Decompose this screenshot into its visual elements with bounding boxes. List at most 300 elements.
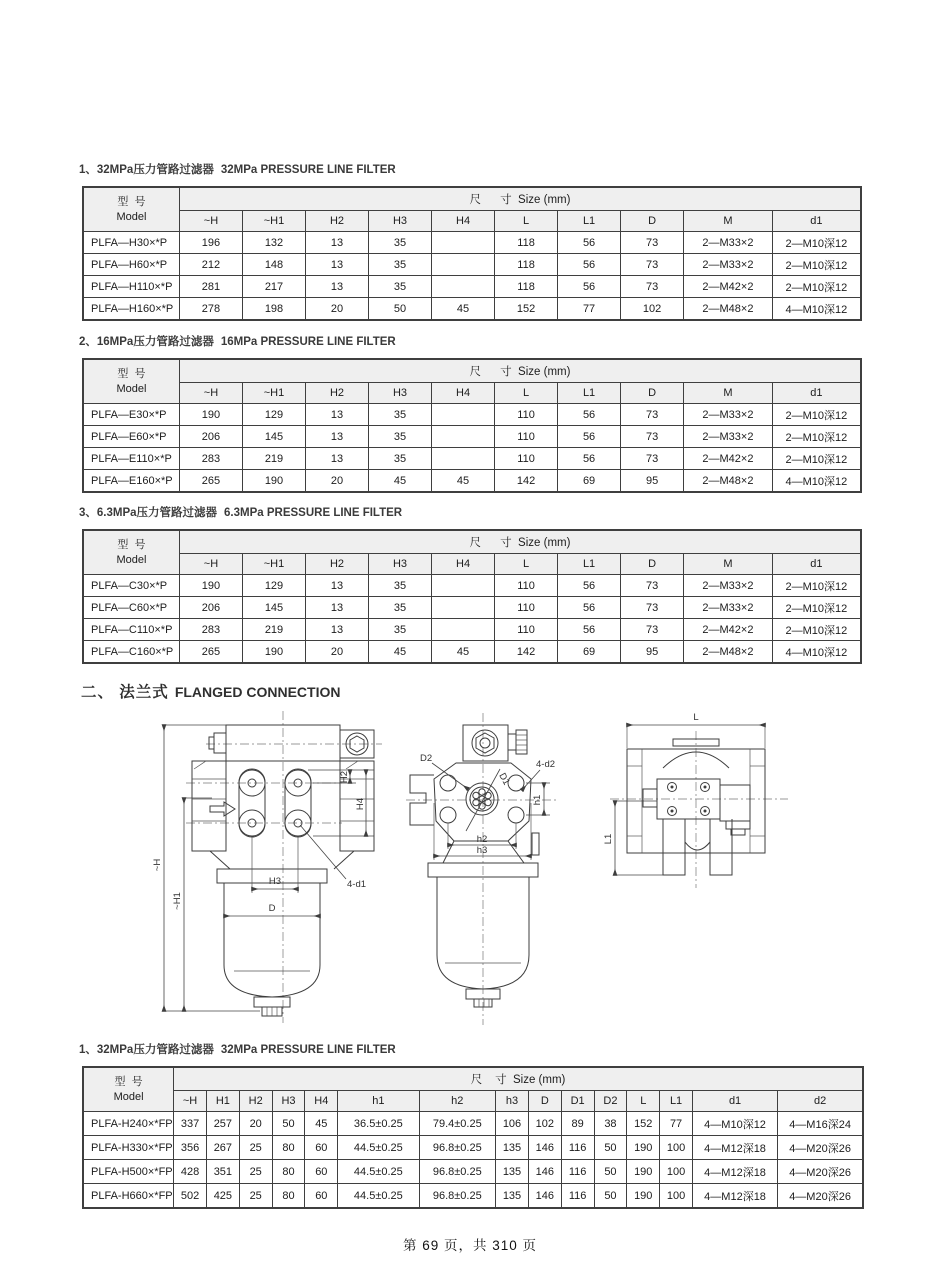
value-cell: 73 — [621, 404, 684, 426]
model-cell: PLFA—C160×*P — [83, 641, 179, 664]
column-header-cell: D — [621, 554, 684, 575]
column-header-cell: H2 — [306, 211, 369, 232]
value-cell: 212 — [179, 254, 242, 276]
value-cell: 35 — [369, 404, 432, 426]
section-flanged-cn: 二、 法兰式 — [81, 684, 169, 701]
value-cell: 73 — [621, 232, 684, 254]
column-header-cell: H4 — [432, 211, 495, 232]
value-cell: 2—M10深12 — [772, 448, 861, 470]
value-cell: 35 — [369, 448, 432, 470]
value-cell: 13 — [306, 404, 369, 426]
model-header-en: Model — [116, 210, 147, 223]
value-cell: 100 — [660, 1184, 693, 1209]
value-cell: 152 — [627, 1112, 660, 1136]
model-cell: PLFA—E160×*P — [83, 470, 179, 493]
model-cell: PLFA—E60×*P — [83, 426, 179, 448]
table-row — [83, 448, 861, 470]
model-header-cell — [83, 187, 179, 232]
model-cell: PLFA-H660×*FP — [83, 1184, 174, 1209]
value-cell: 116 — [561, 1184, 594, 1209]
value-cell: 13 — [306, 232, 369, 254]
value-cell: 13 — [306, 254, 369, 276]
value-cell: 45 — [369, 470, 432, 493]
dimension-table-63mpa — [82, 529, 862, 664]
table1-title-en: 32MPa PRESSURE LINE FILTER — [220, 164, 396, 176]
table-row — [83, 641, 861, 664]
value-cell — [432, 232, 495, 254]
size-header-cell: 尺 寸 Size (mm) — [174, 1067, 863, 1091]
value-cell: 2—M48×2 — [684, 298, 773, 321]
value-cell: 95 — [621, 470, 684, 493]
value-cell: 4—M20深26 — [778, 1184, 863, 1209]
value-cell: 45 — [432, 641, 495, 664]
value-cell: 50 — [369, 298, 432, 321]
model-cell: PLFA—E110×*P — [83, 448, 179, 470]
value-cell — [432, 404, 495, 426]
column-header-cell: M — [684, 554, 773, 575]
column-header-cell: ~H1 — [242, 383, 305, 404]
value-cell: 25 — [239, 1160, 272, 1184]
column-header-cell: L1 — [660, 1091, 693, 1112]
technical-drawings — [150, 703, 810, 1038]
value-cell: 356 — [174, 1136, 207, 1160]
column-header-cell: L1 — [558, 211, 621, 232]
model-cell: PLFA—H60×*P — [83, 254, 179, 276]
value-cell — [432, 426, 495, 448]
column-header-cell: d2 — [778, 1091, 863, 1112]
value-cell: 60 — [305, 1160, 338, 1184]
value-cell: 77 — [660, 1112, 693, 1136]
value-cell: 50 — [594, 1136, 627, 1160]
value-cell: 2—M10深12 — [772, 232, 861, 254]
column-header-cell: ~H — [174, 1091, 207, 1112]
model-header-cn: 型 号 — [117, 368, 146, 381]
value-cell: 45 — [432, 298, 495, 321]
value-cell: 110 — [495, 575, 558, 597]
value-cell: 89 — [561, 1112, 594, 1136]
column-header-cell: d1 — [772, 554, 861, 575]
dimension-table-16mpa — [82, 358, 862, 493]
model-header-cell — [83, 530, 179, 575]
dim-label-l: L — [693, 712, 699, 723]
value-cell: 73 — [621, 276, 684, 298]
dim-label-4d1: 4-d1 — [347, 879, 367, 890]
value-cell: 2—M33×2 — [684, 232, 773, 254]
value-cell: 20 — [239, 1112, 272, 1136]
value-cell: 190 — [179, 575, 242, 597]
value-cell: 35 — [369, 276, 432, 298]
value-cell: 35 — [369, 426, 432, 448]
value-cell: 4—M10深12 — [772, 470, 861, 493]
column-header-cell: d1 — [772, 211, 861, 232]
value-cell: 45 — [305, 1112, 338, 1136]
value-cell: 35 — [369, 619, 432, 641]
dimension-table-32mpa — [82, 186, 862, 321]
model-header-cn: 型 号 — [117, 196, 146, 209]
model-cell: PLFA—H30×*P — [83, 232, 179, 254]
value-cell: 4—M10深12 — [692, 1112, 777, 1136]
value-cell: 13 — [306, 619, 369, 641]
value-cell: 265 — [179, 641, 242, 664]
value-cell: 13 — [306, 276, 369, 298]
value-cell: 135 — [496, 1136, 529, 1160]
value-cell: 56 — [558, 575, 621, 597]
value-cell: 100 — [660, 1160, 693, 1184]
value-cell: 129 — [242, 404, 305, 426]
column-header-cell: D — [528, 1091, 561, 1112]
model-header-en: Model — [116, 382, 147, 395]
value-cell: 73 — [621, 597, 684, 619]
value-cell: 110 — [495, 426, 558, 448]
table-subheader-row — [83, 1091, 863, 1112]
value-cell: 20 — [306, 641, 369, 664]
value-cell: 116 — [561, 1160, 594, 1184]
column-header-cell: H4 — [432, 554, 495, 575]
value-cell: 2—M33×2 — [684, 597, 773, 619]
value-cell: 4—M16深24 — [778, 1112, 863, 1136]
table-subheader-row — [83, 383, 861, 404]
table2-title-en: 16MPa PRESSURE LINE FILTER — [220, 336, 396, 348]
value-cell: 45 — [432, 470, 495, 493]
table-row — [83, 232, 861, 254]
value-cell: 2—M33×2 — [684, 575, 773, 597]
value-cell: 73 — [621, 254, 684, 276]
value-cell: 100 — [660, 1136, 693, 1160]
table-row — [83, 426, 861, 448]
value-cell: 502 — [174, 1184, 207, 1209]
value-cell: 4—M12深18 — [692, 1160, 777, 1184]
value-cell: 56 — [558, 619, 621, 641]
value-cell: 219 — [242, 448, 305, 470]
column-header-cell: H3 — [369, 383, 432, 404]
model-header-cell — [83, 1067, 174, 1112]
value-cell: 2—M42×2 — [684, 276, 773, 298]
table-row — [83, 1184, 863, 1209]
size-header-cell: 尺 寸 Size (mm) — [179, 530, 861, 554]
filter-side-view-drawing — [150, 703, 400, 1033]
table1-title — [79, 161, 396, 177]
column-header-cell: L — [627, 1091, 660, 1112]
table-subheader-row — [83, 554, 861, 575]
column-header-cell: H4 — [432, 383, 495, 404]
model-cell: PLFA—H160×*P — [83, 298, 179, 321]
value-cell: 190 — [242, 641, 305, 664]
table-header-row — [83, 359, 861, 383]
table4-title-cn: 1、32MPa压力管路过滤器 — [79, 1044, 214, 1056]
model-cell: PLFA—H110×*P — [83, 276, 179, 298]
value-cell: 190 — [627, 1160, 660, 1184]
value-cell: 77 — [558, 298, 621, 321]
column-header-cell: h2 — [419, 1091, 496, 1112]
value-cell — [432, 575, 495, 597]
column-header-cell: M — [684, 383, 773, 404]
value-cell: 36.5±0.25 — [338, 1112, 419, 1136]
value-cell: 281 — [179, 276, 242, 298]
column-header-cell: L1 — [558, 554, 621, 575]
column-header-cell: D — [621, 383, 684, 404]
value-cell: 217 — [242, 276, 305, 298]
value-cell: 2—M33×2 — [684, 404, 773, 426]
table-row — [83, 1112, 863, 1136]
dim-label-d1: D1 — [496, 771, 512, 788]
table-row — [83, 619, 861, 641]
dimension-table-32mpa-flanged — [82, 1066, 864, 1209]
value-cell: 25 — [239, 1184, 272, 1209]
section-flanged-heading — [81, 680, 340, 702]
value-cell: 44.5±0.25 — [338, 1184, 419, 1209]
column-header-cell: ~H — [179, 211, 242, 232]
column-header-cell: h3 — [496, 1091, 529, 1112]
value-cell: 198 — [242, 298, 305, 321]
value-cell: 20 — [306, 470, 369, 493]
model-header-cn: 型 号 — [114, 1076, 143, 1089]
table4-title-en: 32MPa PRESSURE LINE FILTER — [220, 1044, 396, 1056]
value-cell: 2—M33×2 — [684, 426, 773, 448]
value-cell: 283 — [179, 619, 242, 641]
value-cell: 2—M10深12 — [772, 597, 861, 619]
value-cell: 106 — [496, 1112, 529, 1136]
value-cell: 56 — [558, 404, 621, 426]
section-flanged-en: FLANGED CONNECTION — [174, 684, 341, 700]
flow-arrow-icon — [210, 802, 235, 816]
value-cell: 2—M48×2 — [684, 470, 773, 493]
value-cell: 145 — [242, 426, 305, 448]
value-cell: 110 — [495, 619, 558, 641]
value-cell: 13 — [306, 597, 369, 619]
value-cell — [432, 448, 495, 470]
value-cell: 96.8±0.25 — [419, 1136, 496, 1160]
value-cell: 73 — [621, 619, 684, 641]
value-cell: 69 — [558, 641, 621, 664]
value-cell: 135 — [496, 1160, 529, 1184]
column-header-cell: H3 — [369, 211, 432, 232]
value-cell: 118 — [495, 232, 558, 254]
value-cell: 25 — [239, 1136, 272, 1160]
column-header-cell: d1 — [692, 1091, 777, 1112]
value-cell: 118 — [495, 276, 558, 298]
dim-label-h2-front: h2 — [476, 834, 488, 845]
value-cell: 102 — [621, 298, 684, 321]
value-cell — [432, 619, 495, 641]
value-cell: 35 — [369, 597, 432, 619]
value-cell: 44.5±0.25 — [338, 1160, 419, 1184]
column-header-cell: L — [495, 211, 558, 232]
column-header-cell: ~H — [179, 383, 242, 404]
value-cell: 35 — [369, 254, 432, 276]
table2-title-cn: 2、16MPa压力管路过滤器 — [79, 336, 214, 348]
value-cell: 56 — [558, 597, 621, 619]
table-row — [83, 575, 861, 597]
model-cell: PLFA—C110×*P — [83, 619, 179, 641]
value-cell: 190 — [627, 1184, 660, 1209]
value-cell: 80 — [272, 1184, 305, 1209]
value-cell: 56 — [558, 232, 621, 254]
table-header-row — [83, 530, 861, 554]
dim-label-h2: H2 — [339, 770, 350, 784]
table3-title-en: 6.3MPa PRESSURE LINE FILTER — [224, 507, 403, 519]
dim-label-h3: H3 — [268, 876, 282, 887]
value-cell: 73 — [621, 448, 684, 470]
column-header-cell: L1 — [558, 383, 621, 404]
table-row — [83, 254, 861, 276]
value-cell: 146 — [528, 1160, 561, 1184]
model-cell: PLFA—C30×*P — [83, 575, 179, 597]
table-row — [83, 1136, 863, 1160]
value-cell: 4—M20深26 — [778, 1136, 863, 1160]
table-row — [83, 597, 861, 619]
model-cell: PLFA-H330×*FP — [83, 1136, 174, 1160]
value-cell: 2—M10深12 — [772, 254, 861, 276]
value-cell: 196 — [179, 232, 242, 254]
value-cell: 79.4±0.25 — [419, 1112, 496, 1136]
value-cell: 118 — [495, 254, 558, 276]
value-cell: 38 — [594, 1112, 627, 1136]
value-cell: 13 — [306, 448, 369, 470]
value-cell: 45 — [369, 641, 432, 664]
value-cell: 50 — [272, 1112, 305, 1136]
model-header-en: Model — [116, 553, 147, 566]
value-cell: 96.8±0.25 — [419, 1160, 496, 1184]
value-cell: 337 — [174, 1112, 207, 1136]
value-cell: 73 — [621, 575, 684, 597]
value-cell: 50 — [594, 1160, 627, 1184]
value-cell: 4—M20深26 — [778, 1160, 863, 1184]
value-cell: 110 — [495, 448, 558, 470]
value-cell: 80 — [272, 1160, 305, 1184]
column-header-cell: H1 — [206, 1091, 239, 1112]
value-cell: 425 — [206, 1184, 239, 1209]
table-row — [83, 470, 861, 493]
dim-label-h1: ~H1 — [172, 892, 183, 910]
value-cell: 351 — [206, 1160, 239, 1184]
table4-title — [79, 1041, 396, 1057]
column-header-cell: L — [495, 383, 558, 404]
value-cell: 190 — [627, 1136, 660, 1160]
value-cell: 110 — [495, 404, 558, 426]
value-cell — [432, 276, 495, 298]
value-cell: 146 — [528, 1136, 561, 1160]
size-header-cell: 尺 寸 Size (mm) — [179, 359, 861, 383]
dim-label-d2: D2 — [420, 753, 433, 764]
column-header-cell: D — [621, 211, 684, 232]
column-header-cell: H2 — [239, 1091, 272, 1112]
value-cell: 219 — [242, 619, 305, 641]
table-row — [83, 298, 861, 321]
value-cell: 2—M10深12 — [772, 426, 861, 448]
model-header-cell — [83, 359, 179, 404]
value-cell: 129 — [242, 575, 305, 597]
value-cell: 56 — [558, 426, 621, 448]
value-cell: 35 — [369, 232, 432, 254]
value-cell: 278 — [179, 298, 242, 321]
value-cell: 135 — [496, 1184, 529, 1209]
column-header-cell: H4 — [305, 1091, 338, 1112]
column-header-cell: D2 — [594, 1091, 627, 1112]
column-header-cell: d1 — [772, 383, 861, 404]
value-cell — [432, 597, 495, 619]
value-cell: 44.5±0.25 — [338, 1136, 419, 1160]
value-cell: 60 — [305, 1184, 338, 1209]
model-cell: PLFA-H240×*FP — [83, 1112, 174, 1136]
value-cell: 13 — [306, 426, 369, 448]
value-cell: 148 — [242, 254, 305, 276]
value-cell: 428 — [174, 1160, 207, 1184]
column-header-cell: ~H — [179, 554, 242, 575]
table-row — [83, 404, 861, 426]
value-cell: 146 — [528, 1184, 561, 1209]
value-cell: 2—M42×2 — [684, 448, 773, 470]
value-cell: 60 — [305, 1136, 338, 1160]
column-header-cell: ~H1 — [242, 554, 305, 575]
model-header-en: Model — [113, 1090, 144, 1103]
value-cell: 283 — [179, 448, 242, 470]
dim-label-d: D — [268, 903, 276, 914]
value-cell: 80 — [272, 1136, 305, 1160]
table-row — [83, 276, 861, 298]
column-header-cell: ~H1 — [242, 211, 305, 232]
value-cell: 4—M12深18 — [692, 1136, 777, 1160]
dim-label-h3-front: h3 — [476, 845, 488, 856]
value-cell: 56 — [558, 448, 621, 470]
value-cell: 4—M12深18 — [692, 1184, 777, 1209]
table3-title-cn: 3、6.3MPa压力管路过滤器 — [79, 507, 218, 519]
value-cell: 110 — [495, 597, 558, 619]
value-cell: 73 — [621, 426, 684, 448]
model-cell: PLFA—E30×*P — [83, 404, 179, 426]
value-cell — [432, 254, 495, 276]
value-cell: 2—M10深12 — [772, 276, 861, 298]
table1-title-cn: 1、32MPa压力管路过滤器 — [79, 164, 214, 176]
value-cell: 206 — [179, 426, 242, 448]
column-header-cell: D1 — [561, 1091, 594, 1112]
value-cell: 152 — [495, 298, 558, 321]
value-cell: 190 — [179, 404, 242, 426]
dim-label-l1: L1 — [603, 833, 614, 845]
value-cell: 102 — [528, 1112, 561, 1136]
filter-top-view-drawing — [598, 706, 798, 906]
column-header-cell: L — [495, 554, 558, 575]
value-cell: 145 — [242, 597, 305, 619]
value-cell: 267 — [206, 1136, 239, 1160]
value-cell: 4—M10深12 — [772, 641, 861, 664]
value-cell: 257 — [206, 1112, 239, 1136]
value-cell: 56 — [558, 254, 621, 276]
value-cell: 116 — [561, 1136, 594, 1160]
table-subheader-row — [83, 211, 861, 232]
dim-label-4d2: 4-d2 — [536, 759, 556, 770]
value-cell: 56 — [558, 276, 621, 298]
value-cell: 142 — [495, 641, 558, 664]
value-cell: 206 — [179, 597, 242, 619]
value-cell: 142 — [495, 470, 558, 493]
value-cell: 2—M33×2 — [684, 254, 773, 276]
value-cell: 4—M10深12 — [772, 298, 861, 321]
column-header-cell: M — [684, 211, 773, 232]
table3-title — [79, 504, 402, 520]
table-row — [83, 1160, 863, 1184]
value-cell: 20 — [306, 298, 369, 321]
value-cell: 35 — [369, 575, 432, 597]
dim-label-h: ~H — [152, 858, 163, 872]
value-cell: 2—M48×2 — [684, 641, 773, 664]
table-header-row — [83, 1067, 863, 1091]
model-cell: PLFA—C60×*P — [83, 597, 179, 619]
value-cell: 2—M10深12 — [772, 619, 861, 641]
model-cell: PLFA-H500×*FP — [83, 1160, 174, 1184]
value-cell: 96.8±0.25 — [419, 1184, 496, 1209]
column-header-cell: H2 — [306, 554, 369, 575]
value-cell: 50 — [594, 1184, 627, 1209]
